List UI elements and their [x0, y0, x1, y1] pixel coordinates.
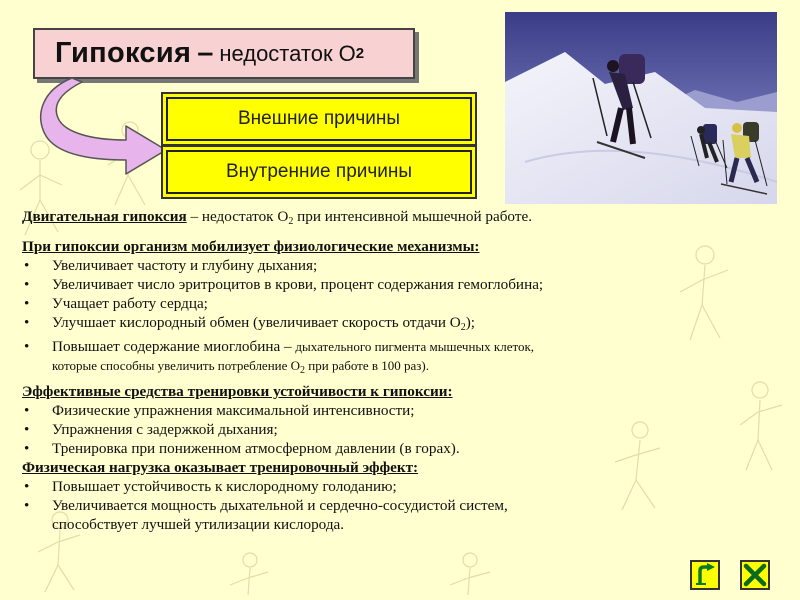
return-button[interactable] [690, 560, 720, 590]
list-item: • Увеличивает частоту и глубину дыхания; [22, 256, 712, 275]
internal-causes-button[interactable]: Внутренние причины [166, 150, 472, 194]
list-item: • Учащает работу сердца; [22, 294, 712, 313]
section3-item2-line2: способствует лучшей утилизации кислорода. [52, 516, 345, 533]
list-item [22, 496, 712, 534]
item4-text-end: ); [465, 314, 476, 331]
item5-small-text3: при работе в 100 раз). [305, 358, 429, 373]
list-item: • Повышает устойчивость к кислородному голоданию; [22, 477, 712, 496]
list-item [22, 313, 712, 337]
item4-subscript: 2 [460, 322, 466, 333]
item5-text: Повышает содержание миоглобина – [52, 338, 296, 355]
title-main: Гипоксия [55, 37, 192, 69]
section2-list [22, 401, 712, 458]
section1-list [22, 256, 712, 380]
list-item: • Тренировка при пониженном атмосферном давлении (в горах). [22, 439, 712, 458]
item5-small-text2: которые способны увеличить потребление O [52, 358, 301, 373]
item5-small-text: дыхательного пигмента мышечных клеток, [295, 339, 535, 354]
return-arrow-icon [693, 563, 717, 587]
list-item: • Увеличивает число эритроцитов в крови, процент содержания гемоглобина; [22, 275, 712, 294]
close-button[interactable] [740, 560, 770, 590]
item4-text: Улучшает кислородный обмен (увеличивает скорость отдачи O [52, 314, 461, 331]
intro-term: Двигательная гипоксия [22, 208, 187, 225]
title-box [33, 28, 415, 79]
title-subscript: 2 [355, 45, 365, 62]
section3-heading: Физическая нагрузка оказывает тренировочный эффект: [22, 459, 419, 476]
title-rest: недостаток O [219, 40, 356, 66]
list-item: • Упражнения с задержкой дыхания; [22, 420, 712, 439]
intro-paragraph [22, 207, 712, 231]
list-item: • Физические упражнения максимальной интенсивности; [22, 401, 712, 420]
section3-list [22, 477, 712, 534]
skiers-photo [505, 12, 777, 204]
title-dash: – [197, 37, 214, 69]
intro-text: – недостаток O [186, 208, 289, 225]
item5-subscript: 2 [300, 365, 306, 376]
section2-heading: Эффективные средства тренировки устойчивости к гипоксии: [22, 383, 453, 400]
curved-arrow-icon [34, 76, 170, 176]
intro-text-end: при интенсивной мышечной работе. [293, 208, 533, 225]
list-item [22, 337, 712, 380]
section1-heading: При гипоксии организм мобилизует физиологические механизмы: [22, 238, 480, 255]
external-causes-button[interactable]: Внешние причины [166, 97, 472, 141]
intro-subscript: 2 [288, 216, 294, 227]
slide-content [22, 207, 712, 534]
section3-item2-line1: Увеличивается мощность дыхательной и сердечно-сосудистой систем, [52, 497, 508, 514]
close-x-icon [743, 563, 767, 587]
